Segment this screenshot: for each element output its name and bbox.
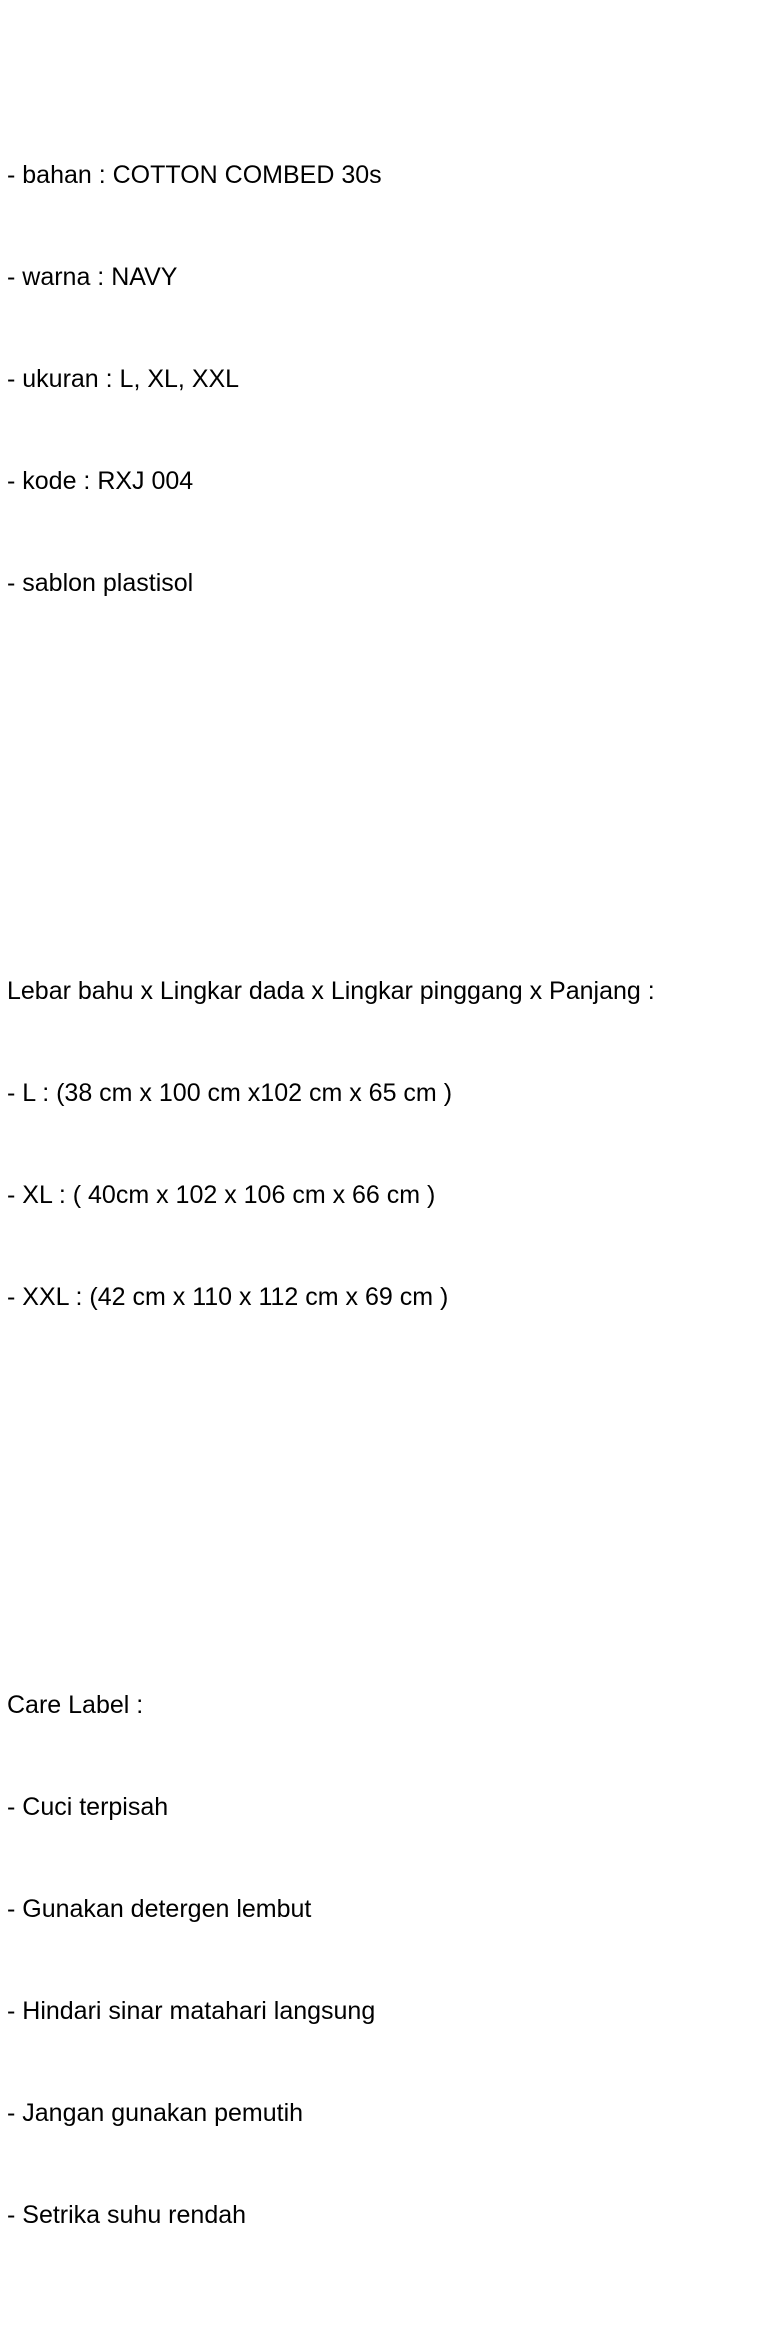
spec-color: - warna : NAVY bbox=[7, 263, 178, 291]
care-label-section bbox=[7, 1620, 759, 2300]
size-row-l: - L : (38 cm x 100 cm x102 cm x 65 cm ) bbox=[7, 1079, 453, 1107]
care-item: - Cuci terpisah bbox=[7, 1793, 169, 1821]
care-item: - Setrika suhu rendah bbox=[7, 2201, 247, 2229]
care-heading: Care Label : bbox=[7, 1691, 144, 1719]
spec-sizes: - ukuran : L, XL, XXL bbox=[7, 365, 240, 393]
spec-code: - kode : RXJ 004 bbox=[7, 467, 194, 495]
size-row-xl: - XL : ( 40cm x 102 x 106 cm x 66 cm ) bbox=[7, 1181, 436, 1209]
size-chart-heading: Lebar bahu x Lingkar dada x Lingkar pinggang x Panjang : bbox=[7, 977, 655, 1005]
care-item: - Gunakan detergen lembut bbox=[7, 1895, 312, 1923]
specs-section bbox=[7, 90, 759, 668]
spec-print: - sablon plastisol bbox=[7, 569, 194, 597]
care-item: - Jangan gunakan pemutih bbox=[7, 2099, 304, 2127]
care-item: - Hindari sinar matahari langsung bbox=[7, 1997, 376, 2025]
size-chart-section bbox=[7, 906, 759, 1382]
section-spacer bbox=[7, 1484, 759, 1518]
product-description bbox=[7, 22, 759, 2334]
section-spacer bbox=[7, 770, 759, 804]
spec-material: - bahan : COTTON COMBED 30s bbox=[7, 161, 382, 189]
size-row-xxl: - XXL : (42 cm x 110 x 112 cm x 69 cm ) bbox=[7, 1283, 449, 1311]
